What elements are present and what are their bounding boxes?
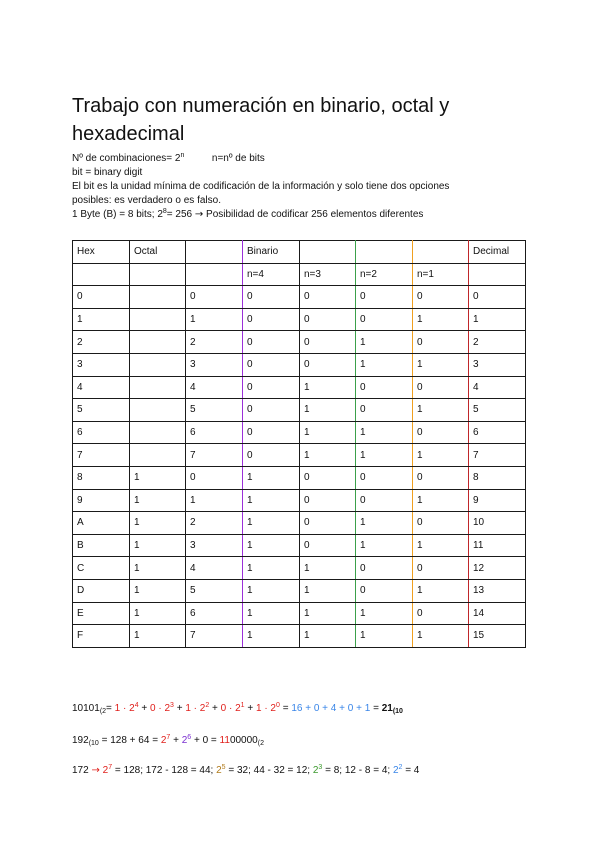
table-cell: 6 [469,421,526,444]
table-cell: 1 [413,625,469,648]
intro-line-combinations: Nº de combinaciones= $2^n$ n=nº de bits [72,152,265,164]
table-cell: 9 [469,489,526,512]
table-cell: 0 [356,557,413,580]
table-cell: 8 [73,466,130,489]
table-cell: 0 [413,557,469,580]
table-cell: 1 [300,625,356,648]
table-cell [130,421,186,444]
table-cell: 1 [469,308,526,331]
table-cell: 1 [243,579,300,602]
table-row [73,376,526,399]
table-cell: 3 [186,534,243,557]
table-cell: 2 [469,331,526,354]
page-title: Trabajo con numeración en binario, octal y hexadecimal [72,95,450,145]
table-cell: 0 [243,421,300,444]
table-cell: 5 [469,399,526,422]
table-row [73,466,526,489]
table-cell: 12 [469,557,526,580]
table-cell: 5 [73,399,130,422]
numbering-table [72,240,526,648]
table-cell: 1 [186,489,243,512]
table-cell: 1 [73,308,130,331]
table-cell: 6 [186,421,243,444]
table-cell: 1 [413,489,469,512]
table-cell: 1 [300,421,356,444]
table-cell: 5 [186,579,243,602]
table-cell: 15 [469,625,526,648]
table-cell: 0 [356,376,413,399]
table-cell: 1 [130,625,186,648]
table-cell: n=3 [300,263,356,286]
table-cell: 1 [243,489,300,512]
table-cell: 0 [243,444,300,467]
arrow-icon: → [91,765,100,776]
table-cell [73,263,130,286]
table-cell: 7 [73,444,130,467]
table-cell: 1 [130,579,186,602]
table-cell: 0 [356,308,413,331]
intro-line-byte: 1 Byte (B) = 8 bits; $2^8= 256$ → Posibilidad de codificar 256 elementos diferentes [72,208,424,220]
table-cell: 0 [300,286,356,309]
table-cell: 7 [186,444,243,467]
table-cell: 5 [186,399,243,422]
table-cell: n=1 [413,263,469,286]
table-cell [130,399,186,422]
table-cell [130,286,186,309]
table-cell: 1 [186,308,243,331]
table-cell: 0 [243,331,300,354]
table-cell: 0 [300,512,356,535]
table-header-row [73,241,526,264]
table-cell: 1 [300,579,356,602]
table-cell: 6 [186,602,243,625]
table-cell: Octal [130,241,186,264]
table-row [73,286,526,309]
table-cell: F [73,625,130,648]
table-cell: C [73,557,130,580]
table-cell: 1 [130,602,186,625]
table-subheader-row [73,263,526,286]
table-cell: 0 [300,331,356,354]
table-cell: 1 [413,353,469,376]
table-cell: 1 [300,602,356,625]
table-cell [130,444,186,467]
table-cell: 1 [243,625,300,648]
arrow-icon: → [194,209,204,220]
table-cell: 1 [300,557,356,580]
intro-line-definition: El bit es la unidad mínima de codificación de la información y solo tiene dos opciones [72,181,450,192]
table-cell: 14 [469,602,526,625]
table-cell [130,331,186,354]
table-cell: 4 [469,376,526,399]
table-row [73,579,526,602]
table-cell [130,376,186,399]
table-cell: 11 [469,534,526,557]
table-cell: 0 [300,466,356,489]
table-cell: 1 [243,534,300,557]
table-cell: 1 [130,466,186,489]
table-cell: 1 [243,557,300,580]
table-cell: 0 [413,466,469,489]
table-cell: 0 [469,286,526,309]
table-cell: 0 [413,331,469,354]
table-cell: 13 [469,579,526,602]
table-cell: 1 [413,534,469,557]
table-cell: 0 [300,308,356,331]
table-cell: 1 [413,308,469,331]
table-cell: 1 [356,444,413,467]
table-cell: 7 [186,625,243,648]
formula-decimal-to-binary: $192(10 = 128 + 64 = 2^7 + 2^6 + 0 = 1100000(2$ [72,734,264,747]
table-cell: A [73,512,130,535]
table-cell: 0 [413,286,469,309]
table-cell: 0 [300,534,356,557]
table-cell: Decimal [469,241,526,264]
table-row [73,353,526,376]
table-row [73,625,526,648]
table-cell: 4 [186,376,243,399]
table-cell: 0 [243,286,300,309]
table-cell: 3 [469,353,526,376]
table-cell: 3 [186,353,243,376]
table-cell [469,263,526,286]
table-cell: 1 [413,444,469,467]
table-row [73,512,526,535]
table-cell: 1 [300,376,356,399]
table-cell: 0 [243,376,300,399]
table-cell: 0 [300,353,356,376]
table-cell: 1 [243,512,300,535]
table-cell: 0 [73,286,130,309]
table-cell: 1 [243,602,300,625]
table-row [73,489,526,512]
table-row [73,602,526,625]
table-row [73,534,526,557]
table-cell: 1 [356,331,413,354]
table-cell: Binario [243,241,300,264]
table-cell [413,241,469,264]
table-row [73,444,526,467]
table-cell: 0 [243,308,300,331]
table-cell: 10 [469,512,526,535]
table-cell [186,263,243,286]
table-cell: 1 [356,512,413,535]
table-cell: 0 [356,286,413,309]
table-cell: 0 [186,466,243,489]
table-cell: 0 [413,512,469,535]
table-row [73,557,526,580]
table-cell [300,241,356,264]
table-cell [356,241,413,264]
table-cell: 0 [356,579,413,602]
table-cell: 3 [73,353,130,376]
table-cell: 1 [130,534,186,557]
table-cell: n=4 [243,263,300,286]
formula-subtraction-method: $172 \to 2^7 = 128$; 172 - 128 = 44; $2^5 = 32$; 44 - 32 = 12; $2^3 = 8$; 12 - 8 = 4; $2^2 = 4$ [72,764,420,776]
table-row [73,331,526,354]
table-cell: 7 [469,444,526,467]
table-row [73,399,526,422]
table-cell: 0 [413,376,469,399]
table-cell: 1 [243,466,300,489]
table-cell: E [73,602,130,625]
table-cell [130,308,186,331]
table-cell: 1 [300,399,356,422]
table-cell: 1 [130,489,186,512]
table-cell: 0 [356,466,413,489]
intro-line-definition-cont: posibles: es verdadero o es falso. [72,195,221,206]
table-cell: 8 [469,466,526,489]
table-cell: 6 [73,421,130,444]
table-cell: D [73,579,130,602]
table-cell: 1 [356,534,413,557]
table-cell: 1 [300,444,356,467]
table-cell: n=2 [356,263,413,286]
table-cell: 0 [300,489,356,512]
table-cell: 9 [73,489,130,512]
table-cell: 1 [413,399,469,422]
table-cell: 0 [413,602,469,625]
table-cell: 0 [243,399,300,422]
table-cell: 0 [243,353,300,376]
numbering-table-body [73,241,526,648]
table-cell: 1 [356,353,413,376]
table-cell [186,241,243,264]
table-cell: 1 [130,557,186,580]
table-row [73,308,526,331]
table-cell: 0 [356,489,413,512]
table-cell [130,353,186,376]
table-cell: 2 [186,331,243,354]
table-cell: 1 [356,421,413,444]
table-cell: 1 [413,579,469,602]
table-cell: 4 [186,557,243,580]
table-cell [130,263,186,286]
table-cell: 4 [73,376,130,399]
table-cell: 2 [186,512,243,535]
table-cell: 0 [413,421,469,444]
table-cell: B [73,534,130,557]
table-cell: 1 [356,625,413,648]
table-cell: 1 [130,512,186,535]
table-cell: Hex [73,241,130,264]
table-cell: 2 [73,331,130,354]
formula-binary-to-decimal: $10101(2= 1 \cdot 2^4 + 0 \cdot 2^3 + 1 \cdot 2^2 + 0 \cdot 2^1 + 1 \cdot 2^0 = 16 + 0 + 4 + 0 + 1 = 21(10$ [72,702,403,715]
intro-paragraph [72,152,542,222]
intro-line-bit: bit = binary digit [72,167,143,178]
table-cell: 1 [356,602,413,625]
table-row [73,421,526,444]
table-cell: 0 [356,399,413,422]
table-cell: 0 [186,286,243,309]
